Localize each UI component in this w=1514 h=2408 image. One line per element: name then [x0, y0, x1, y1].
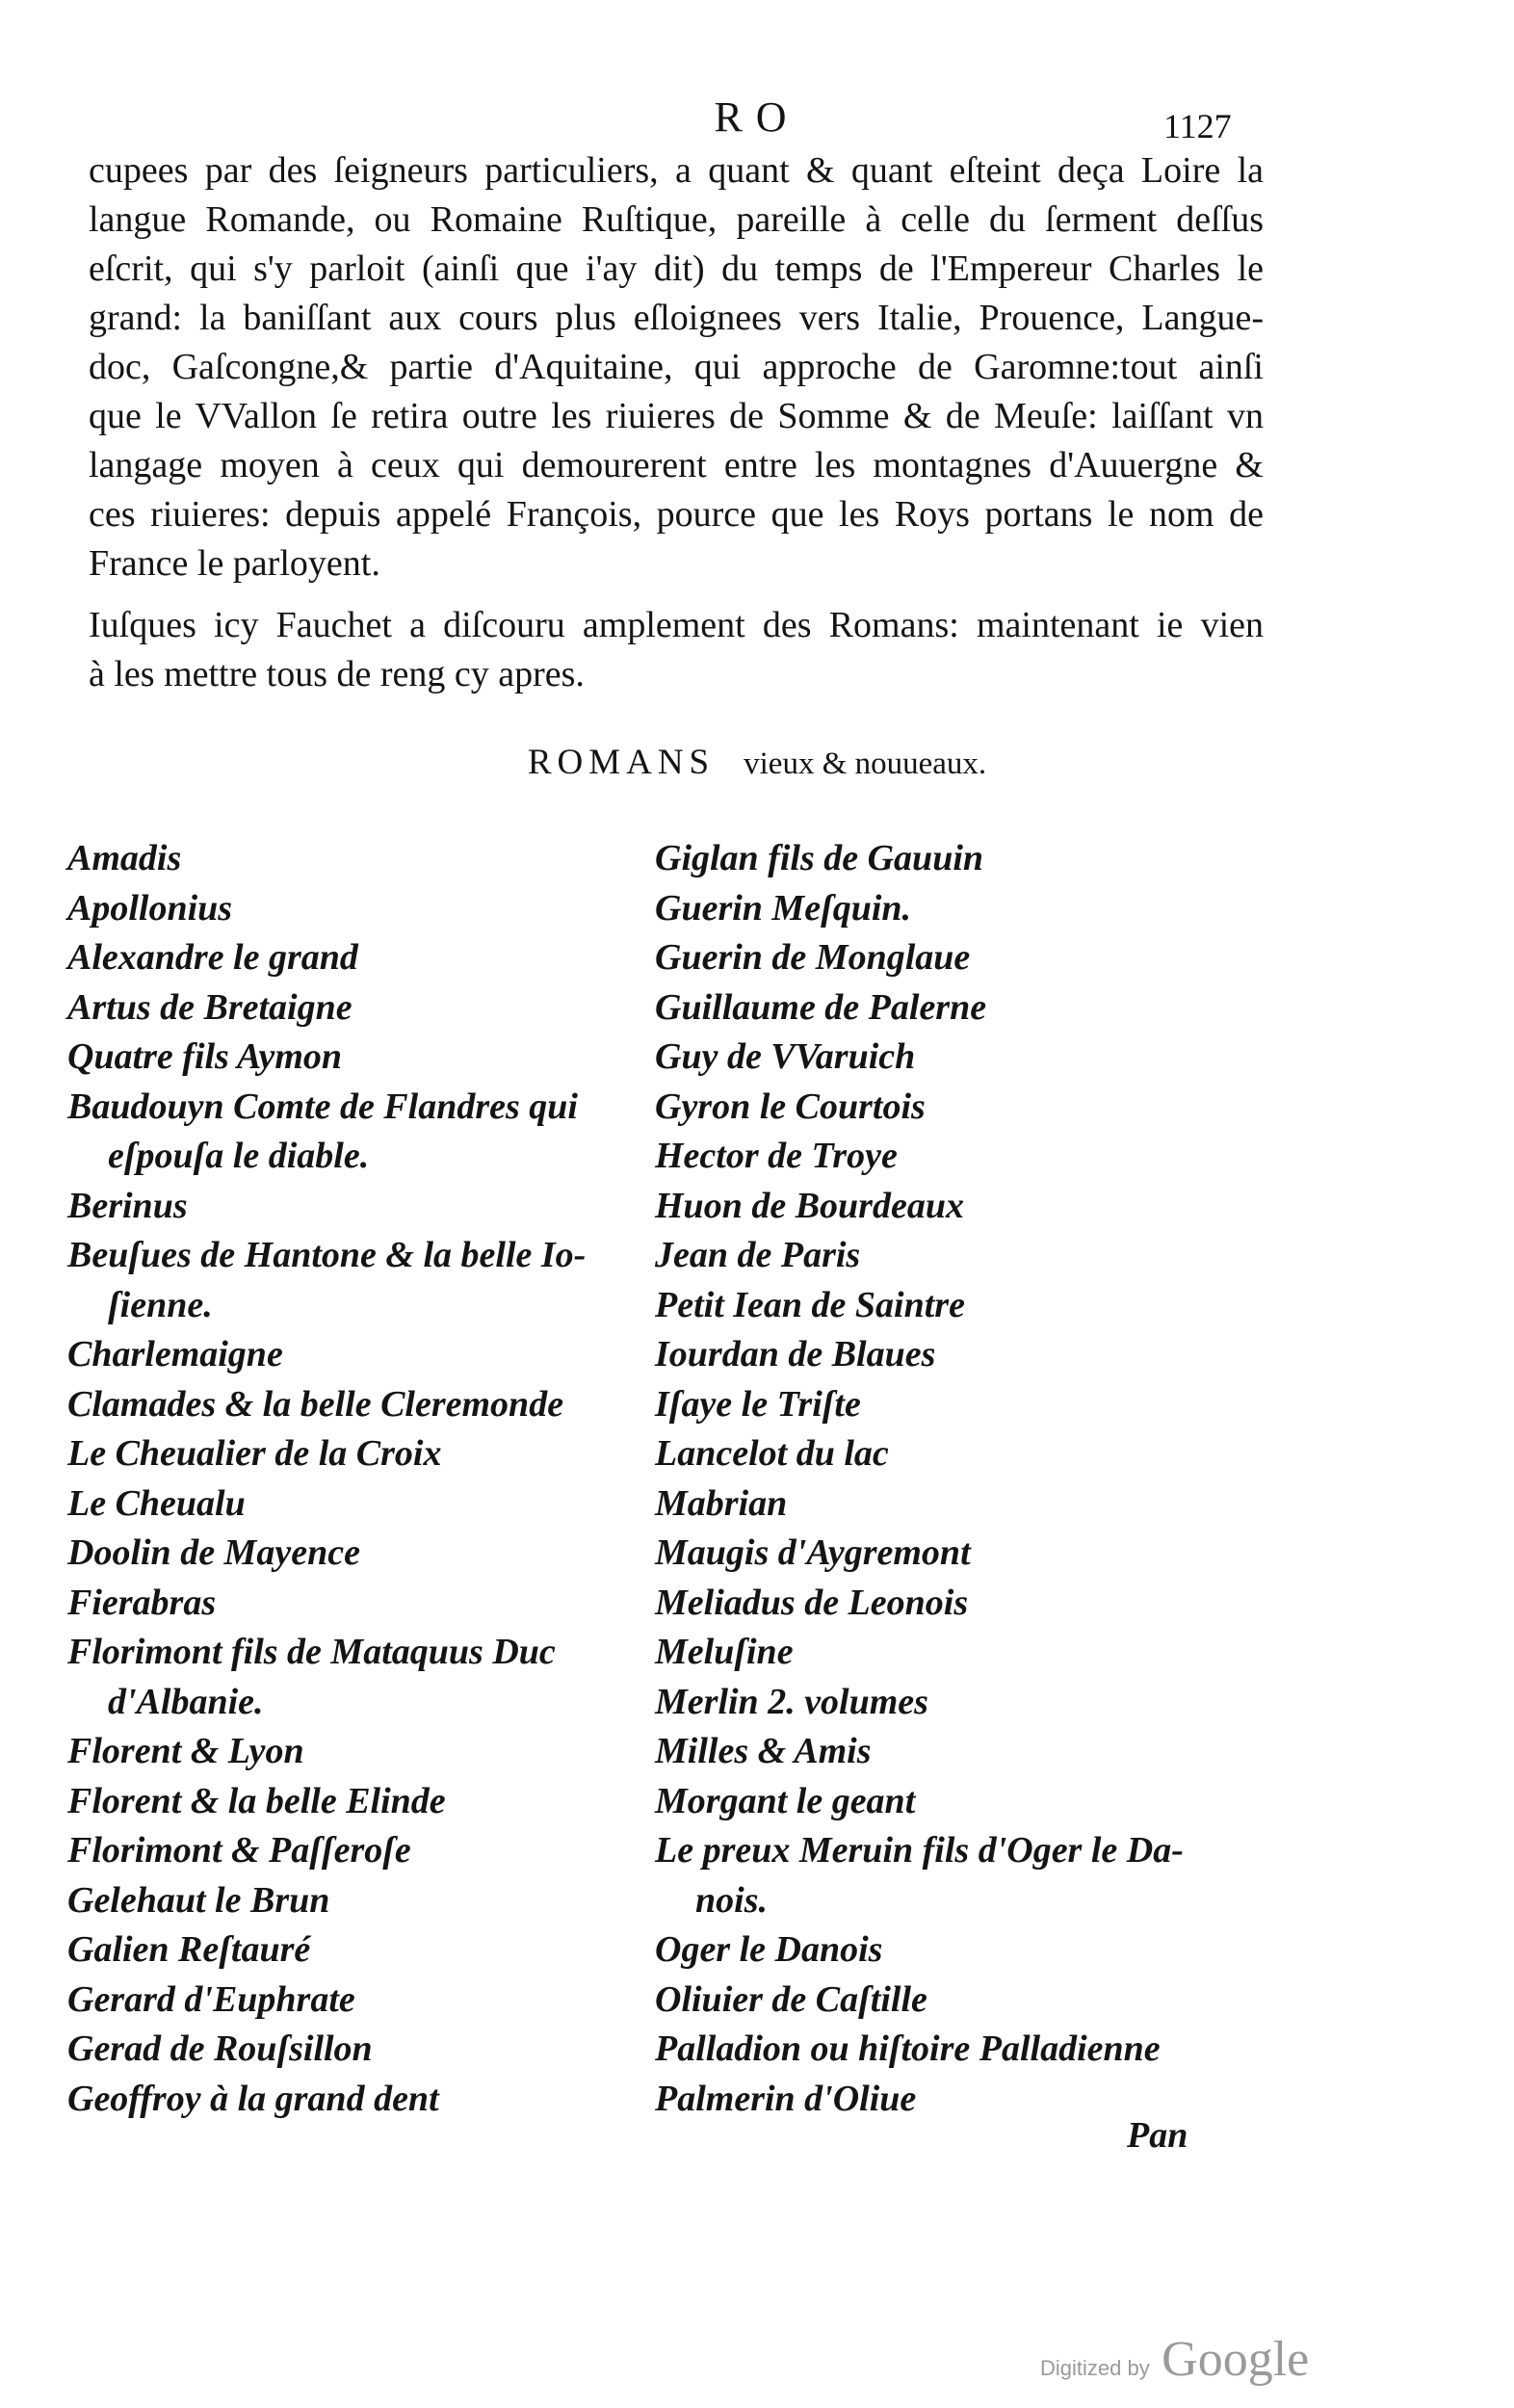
running-head: RO: [714, 93, 800, 141]
roman-title: [67, 2075, 655, 2125]
roman-title: [655, 1429, 1252, 1479]
roman-title-text: Hector de Troye: [655, 1136, 898, 1176]
romans-list-right: [655, 834, 1252, 2124]
roman-title: [655, 1083, 1252, 1133]
text-line: France le parloyent.: [89, 543, 380, 584]
roman-title-text: Guerin Meſquin.: [655, 887, 912, 929]
roman-title-text: Alexandre le grand: [67, 937, 358, 978]
text-line: langue Romande, ou Romaine Ruſtique, pareille à celle du ſerment deſſus: [89, 199, 1264, 240]
roman-title-text: Gerard d'Euphrate: [67, 1978, 355, 2020]
roman-title: [67, 1479, 655, 1530]
page-number: 1127: [1163, 107, 1232, 145]
roman-title: [655, 1330, 1252, 1380]
roman-title-text: Quatre fils Aymon: [67, 1036, 343, 1077]
watermark-prefix: Digitized by: [1040, 2356, 1150, 2380]
roman-title-text: Gelehaut le Brun: [67, 1879, 330, 1921]
roman-title: [655, 1380, 1252, 1430]
roman-title-text: Le preux Meruin fils d'Oger le Da-: [655, 1830, 1184, 1871]
text-line: eſcrit, qui s'y parloit (ainſi que i'ay dit) du temps de l'Empereur Charles le: [89, 249, 1264, 289]
roman-title: [655, 1132, 1252, 1182]
roman-title: [67, 1976, 655, 2026]
roman-title: [67, 2025, 655, 2075]
roman-title-text: Morgant le geant: [655, 1780, 916, 1821]
roman-title-text: Baudouyn Comte de Flandres qui: [67, 1086, 578, 1127]
roman-title-text: Merlin 2. volumes: [655, 1681, 928, 1722]
roman-title-text: Guerin de Monglaue: [655, 937, 971, 978]
roman-title-continuation: eſpouſa le diable.: [108, 1136, 370, 1176]
roman-title-continuation: d'Albanie.: [108, 1681, 264, 1722]
roman-title-text: Florimont fils de Mataquus Duc: [67, 1632, 556, 1672]
roman-title: [67, 1380, 655, 1430]
roman-title-text: Le Cheualier de la Croix: [67, 1433, 442, 1474]
paragraph-transition: [89, 601, 1264, 699]
roman-title-text: Galien Reſtauré: [67, 1929, 311, 1970]
roman-title: [67, 1529, 655, 1579]
roman-title: [655, 1777, 1252, 1827]
roman-title: [655, 2025, 1252, 2075]
text-line: langage moyen à ceux qui demourerent entre les montagnes d'Auuergne &: [89, 445, 1264, 485]
roman-title: [67, 1777, 655, 1827]
text-line: grand: la baniſſant aux cours plus eſloignees vers Italie, Prouence, Langue-: [89, 298, 1264, 338]
roman-title-continuation: nois.: [695, 1879, 768, 1921]
roman-title: [655, 1281, 1252, 1331]
roman-title-text: Florent & la belle Elinde: [67, 1780, 446, 1821]
roman-title-text: Petit Iean de Saintre: [655, 1284, 965, 1325]
roman-title: [655, 1231, 1252, 1281]
roman-title: [655, 1628, 1252, 1678]
roman-title: [67, 1182, 655, 1232]
roman-title-text: Giglan fils de Gauuin: [655, 838, 984, 878]
roman-title-text: Apollonius: [67, 887, 233, 929]
roman-title-text: Geoffroy à la grand dent: [67, 2078, 439, 2119]
roman-title-text: Berinus: [67, 1185, 188, 1226]
paragraph-fauchet-quote: [89, 146, 1264, 589]
roman-title: [67, 983, 655, 1034]
roman-title: [67, 1579, 655, 1629]
roman-title: [67, 1429, 655, 1479]
section-heading-sub: vieux & nouueaux.: [744, 746, 987, 781]
text-line: cupees par des ſeigneurs particuliers, a quant & quant eſteint deça Loire la: [89, 150, 1264, 191]
roman-title: [67, 933, 655, 983]
roman-title-text: Le Cheualu: [67, 1482, 246, 1524]
roman-title-text: Gerad de Rouſsillon: [67, 2028, 373, 2069]
roman-title-text: Meliadus de Leonois: [655, 1582, 969, 1623]
digitized-by-watermark: [1040, 2331, 1309, 2388]
roman-title-text: Meluſine: [655, 1632, 794, 1672]
roman-title-text: Palladion ou hiſtoire Palladienne: [655, 2028, 1161, 2069]
roman-title: [67, 1033, 655, 1083]
roman-title-text: Beuſues de Hantone & la belle Io-: [67, 1235, 587, 1275]
roman-title-continuation: ſienne.: [108, 1284, 213, 1325]
roman-title-text: Iourdan de Blaues: [655, 1334, 936, 1374]
roman-title: [655, 1976, 1252, 2026]
roman-title-text: Charlemaigne: [67, 1334, 283, 1374]
roman-title: [67, 1231, 655, 1330]
romans-list-left: [67, 834, 655, 2124]
roman-title-text: Fierabras: [67, 1582, 217, 1623]
roman-title: [655, 1678, 1252, 1728]
roman-title-text: Amadis: [67, 838, 182, 878]
roman-title-text: Gyron le Courtois: [655, 1086, 926, 1127]
roman-title: [67, 834, 655, 884]
roman-title: [655, 1727, 1252, 1777]
text-line: Iuſques icy Fauchet a diſcouru amplement des Romans: maintenant ie vien: [89, 605, 1264, 645]
roman-title-text: Maugis d'Aygremont: [655, 1532, 971, 1573]
roman-title-text: Florent & Lyon: [67, 1731, 304, 1771]
roman-title: [655, 1826, 1252, 1925]
roman-title: [655, 983, 1252, 1034]
roman-title: [655, 1579, 1252, 1629]
roman-title: [67, 1330, 655, 1380]
text-line: ces riuieres: depuis appelé François, pource que les Roys portans le nom de: [89, 494, 1264, 535]
roman-title: [655, 884, 1252, 934]
roman-title: [655, 1033, 1252, 1083]
roman-title: [655, 1479, 1252, 1530]
text-line: que le VVallon ſe retira outre les riuieres de Somme & de Meuſe: laiſſant vn: [89, 396, 1264, 436]
roman-title: [67, 1083, 655, 1182]
text-line: doc, Gaſcongne,& partie d'Aquitaine, qui approche de Garomne:tout ainſi: [89, 347, 1264, 387]
roman-title-text: Mabrian: [655, 1482, 788, 1524]
section-heading: [0, 742, 1514, 783]
roman-title: [67, 1826, 655, 1876]
roman-title-text: Florimont & Paſſeroſe: [67, 1830, 411, 1871]
roman-title: [655, 933, 1252, 983]
roman-title-text: Doolin de Mayence: [67, 1532, 360, 1573]
roman-title-text: Guillaume de Palerne: [655, 986, 987, 1028]
roman-title-text: Oger le Danois: [655, 1929, 883, 1970]
roman-title: [67, 1628, 655, 1727]
roman-title: [67, 1727, 655, 1777]
roman-title: [655, 1529, 1252, 1579]
section-heading-main: ROMANS: [527, 743, 716, 782]
roman-title-text: Guy de VVaruich: [655, 1036, 916, 1077]
roman-title: [67, 1925, 655, 1976]
google-logo: Google: [1162, 2332, 1310, 2387]
roman-title-text: Huon de Bourdeaux: [655, 1185, 964, 1226]
roman-title-text: Milles & Amis: [655, 1731, 872, 1771]
roman-title-text: Artus de Bretaigne: [67, 986, 352, 1028]
roman-title-text: Clamades & la belle Cleremonde: [67, 1383, 564, 1425]
text-line: à les mettre tous de reng cy apres.: [89, 654, 585, 694]
roman-title-text: Palmerin d'Oliue: [655, 2078, 917, 2119]
roman-title-text: Jean de Paris: [655, 1235, 861, 1275]
roman-title: [67, 1876, 655, 1926]
roman-title-text: Oliuier de Caſtille: [655, 1978, 927, 2020]
roman-title-text: Lancelot du lac: [655, 1433, 889, 1474]
catchword: Pan: [1127, 2115, 1188, 2156]
roman-title: [655, 834, 1252, 884]
roman-title: [655, 1182, 1252, 1232]
roman-title-text: Iſaye le Triſte: [655, 1383, 861, 1425]
roman-title: [655, 1925, 1252, 1976]
roman-title: [67, 884, 655, 934]
